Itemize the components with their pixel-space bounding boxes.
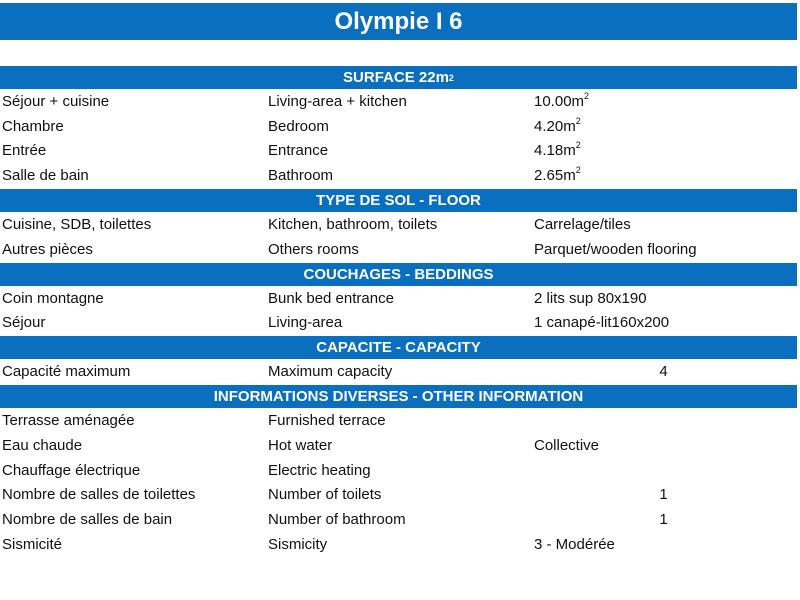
label-fr: Cuisine, SDB, toilettes	[2, 216, 152, 234]
label-fr: Coin montagne	[2, 289, 104, 307]
section-header-3: CAPACITE - CAPACITY	[0, 335, 797, 359]
label-fr: Autres pièces	[2, 240, 93, 258]
value-cell: 1	[659, 486, 668, 504]
label-en: Living-area + kitchen	[268, 92, 407, 110]
label-fr: Nombre de salles de toilettes	[2, 486, 196, 504]
label-fr: Terrasse aménagée	[2, 412, 135, 430]
label-en: Sismicity	[268, 536, 328, 554]
value-cell: 1	[659, 511, 668, 529]
label-fr: Eau chaude	[2, 436, 83, 454]
table-row	[0, 114, 797, 139]
table-row	[0, 532, 797, 557]
label-en: Kitchen, bathroom, toilets	[268, 216, 438, 234]
page-title: Olympie I 6	[0, 3, 797, 40]
label-en: Number of bathroom	[268, 511, 406, 529]
section-header-1: TYPE DE SOL - FLOOR	[0, 188, 797, 212]
label-en: Hot water	[268, 436, 333, 454]
value-cell: 2 lits sup 80x190	[534, 289, 647, 307]
table-row	[0, 237, 797, 262]
section-header-0: SURFACE 22m 2	[0, 65, 797, 89]
label-en: Living-area	[268, 314, 343, 332]
label-fr: Sismicité	[2, 536, 63, 554]
label-en: Number of toilets	[268, 486, 382, 504]
value-cell: 1 canapé-lit160x200	[534, 314, 670, 332]
value-cell: Carrelage/tiles	[534, 216, 631, 234]
value-cell: 3 - Modérée	[534, 536, 615, 554]
label-en: Bathroom	[268, 167, 334, 185]
label-fr: Entrée	[2, 142, 47, 160]
section-header-2: COUCHAGES - BEDDINGS	[0, 262, 797, 286]
table-row	[0, 311, 797, 336]
label-en: Bedroom	[268, 117, 329, 135]
table-row	[0, 359, 797, 384]
table-row	[0, 286, 797, 311]
property-sheet-table	[0, 65, 797, 557]
table-row	[0, 139, 797, 164]
value-cell: Parquet/wooden flooring	[534, 240, 697, 258]
label-fr: Séjour + cuisine	[2, 92, 110, 110]
table-row	[0, 483, 797, 508]
label-en: Electric heating	[268, 461, 371, 479]
label-fr: Séjour	[2, 314, 46, 332]
label-en: Others rooms	[268, 240, 359, 258]
label-en: Entrance	[268, 142, 329, 160]
value-cell: $2.65m^2$	[534, 165, 581, 185]
table-row	[0, 212, 797, 237]
value-cell: Collective	[534, 436, 600, 454]
table-row	[0, 89, 797, 114]
table-row	[0, 408, 797, 433]
value-cell: $4.20m^2$	[534, 115, 581, 135]
label-fr: Capacité maximum	[2, 363, 131, 381]
value-cell: $4.18m^2$	[534, 140, 581, 160]
label-fr: Nombre de salles de bain	[2, 511, 173, 529]
table-row	[0, 433, 797, 458]
label-fr: Salle de bain	[2, 167, 89, 185]
label-en: Bunk bed entrance	[268, 289, 394, 307]
table-row	[0, 507, 797, 532]
label-en: Furnished terrace	[268, 412, 386, 430]
label-fr: Chauffage électrique	[2, 461, 141, 479]
value-cell: 4	[659, 363, 668, 381]
label-fr: Chambre	[2, 117, 64, 135]
table-row	[0, 458, 797, 483]
label-en: Maximum capacity	[268, 363, 393, 381]
section-header-4: INFORMATIONS DIVERSES - OTHER INFORMATION	[0, 384, 797, 408]
value-cell: $10.00m^2$	[534, 90, 590, 110]
table-row	[0, 163, 797, 188]
